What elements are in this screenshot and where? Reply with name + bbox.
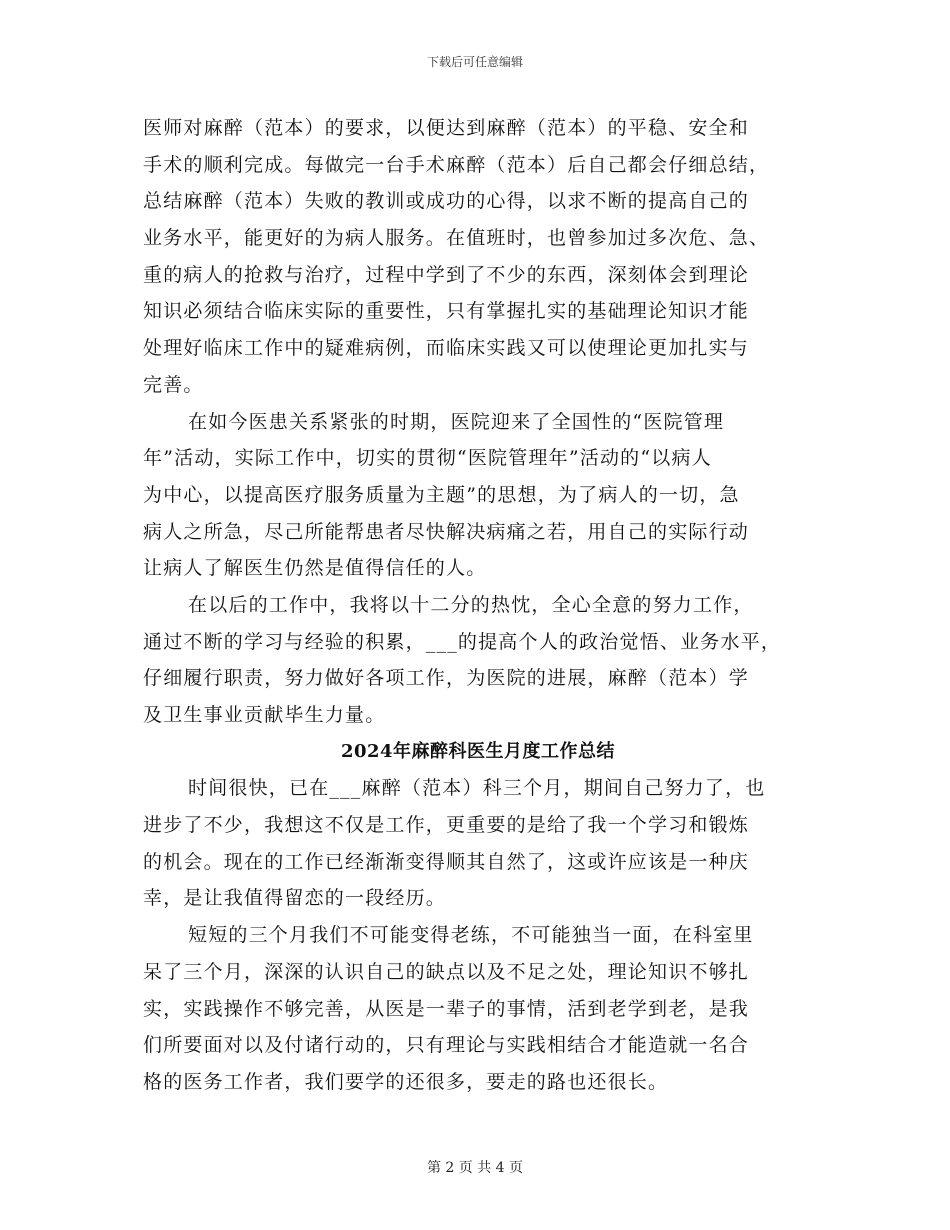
text-line: 医师对麻醉（范本）的要求，以便达到麻醉（范本）的平稳、安全和 [143, 117, 750, 139]
text-line: 通过不断的学习与经验的积累，___的提高个人的政治觉悟、业务水平， [143, 630, 782, 653]
text-line: 时间很快，已在___麻醉（范本）科三个月，期间自己努力了，也 [188, 777, 766, 800]
text-line: 们所要面对以及付诸行动的，只有理论与实践相结合才能造就一名合 [143, 1034, 750, 1057]
document-body [143, 110, 813, 1101]
text-line: 及卫生事业贡献毕生力量。 [143, 704, 386, 726]
text-line: 呆了三个月，深深的认识自己的缺点以及不足之处，理论知识不够扎 [143, 960, 750, 983]
text-line: 重的病人的抢救与治疗，过程中学到了不少的东西，深刻体会到理论 [143, 263, 750, 286]
text-line: 格的医务工作者，我们要学的还很多，要走的路也还很长。 [143, 1070, 669, 1093]
text-line: 处理好临床工作中的疑难病例，而临床实践又可以使理论更加扎实与 [143, 337, 750, 360]
text-line: 总结麻醉（范本）失败的教训或成功的心得，以求不断的提高自己的 [143, 190, 750, 213]
page-number: 第 2 页 共 4 页 [426, 1160, 524, 1176]
text-line: 短短的三个月我们不可能变得老练，不可能独当一面，在科室里 [188, 924, 754, 947]
text-line: 业务水平，能更好的为病人服务。在值班时，也曾参加过多次危、急、 [143, 227, 770, 250]
text-line: 在如今医患关系紧张的时期，医院迎来了全国性的“医院管理 [188, 410, 725, 433]
text-line: 进步了不少，我想这不仅是工作，更重要的是给了我一个学习和锻炼 [143, 814, 750, 837]
body-paragraphs [143, 110, 813, 734]
text-line: 手术的顺利完成。每做完一台手术麻醉（范本）后自己都会仔细总结， [143, 153, 770, 176]
text-line: 完善。 [143, 373, 204, 396]
section-paragraphs [143, 770, 813, 1100]
text-line: 为中心，以提高医疗服务质量为主题”的思想，为了病人的一切，急 [143, 483, 740, 506]
page-header: 下载后可任意编辑 [426, 55, 523, 69]
text-line: 的机会。现在的工作已经渐渐变得顺其自然了，这或许应该是一种庆 [143, 850, 750, 873]
text-line: 实，实践操作不够完善，从医是一辈子的事情，活到老学到老，是我 [143, 997, 750, 1020]
text-line: 仔细履行职责，努力做好各项工作，为医院的进展，麻醉（范本）学 [143, 667, 750, 690]
text-line: 幸，是让我值得留恋的一段经历。 [143, 887, 447, 910]
text-line: 病人之所急，尽己所能帮患者尽快解决病痛之若，用自己的实际行动 [143, 520, 750, 543]
section-title: 2024年麻醉科医生月度工作总结 [340, 740, 616, 762]
text-line: 年”活动，实际工作中，切实的贯彻“医院管理年”活动的“以病人 [143, 447, 712, 470]
text-line: 在以后的工作中，我将以十二分的热忱，全心全意的努力工作， [188, 593, 754, 616]
text-line: 让病人了解医生仍然是值得信任的人。 [143, 557, 487, 580]
text-line: 知识必须结合临床实际的重要性，只有掌握扎实的基础理论知识才能 [143, 300, 750, 323]
